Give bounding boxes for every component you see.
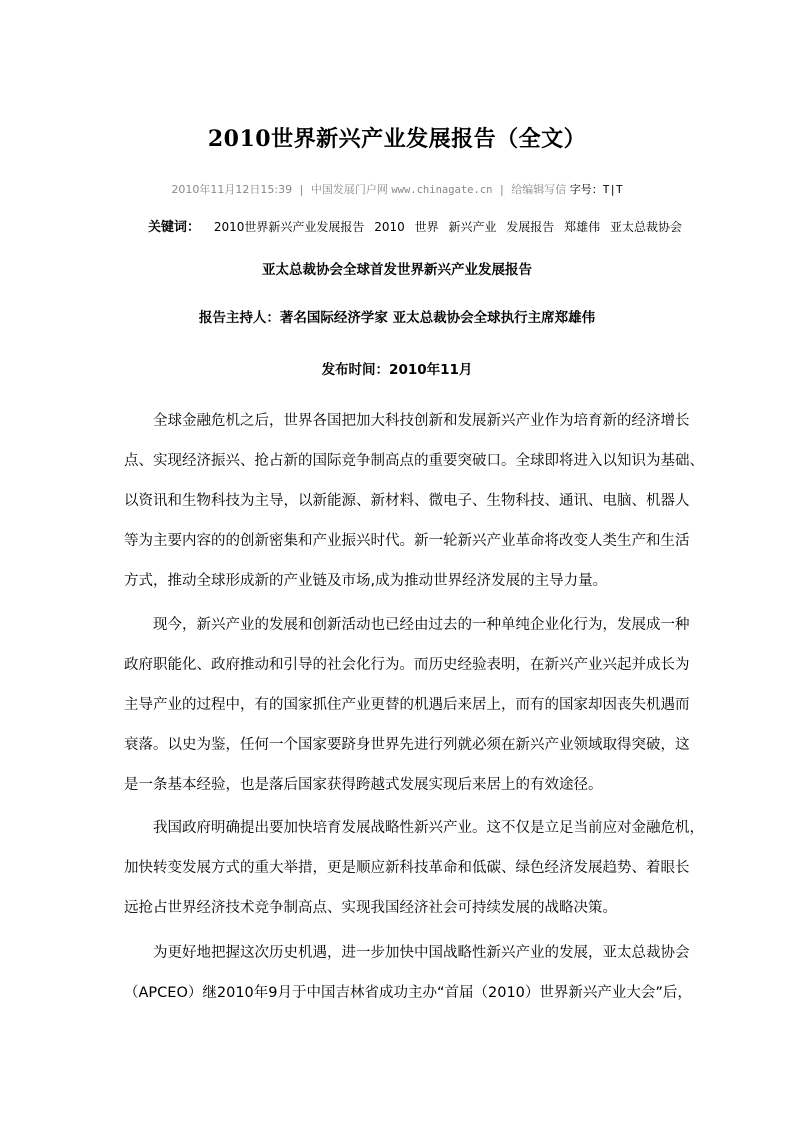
font-size-toggle[interactable]: T|T [602, 183, 623, 196]
keywords-label: 关键词： [148, 220, 201, 235]
keyword-link[interactable]: 新兴产业 [448, 220, 497, 234]
paragraph-line: 我国政府明确提出要加快培育发展战略性新兴产业。这不仅是立足当前应对金融危机， [124, 820, 704, 836]
paragraph-line: 全球金融危机之后，世界各国把加大科技创新和发展新兴产业作为培育新的经济增长 [124, 413, 690, 429]
report-heading: 亚太总裁协会全球首发世界新兴产业发展报告 [262, 262, 532, 278]
source-url[interactable]: www.chinagate.cn [391, 184, 493, 196]
feedback-link[interactable]: 给编辑写信 [511, 183, 567, 196]
paragraph-line: 为更好地把握这次历史机遇，进一步加快中国战略性新兴产业的发展，亚太总裁协会 [124, 945, 690, 961]
keyword-link[interactable]: 发展报告 [506, 220, 555, 234]
keywords-row [148, 216, 688, 235]
body-paragraph [124, 401, 704, 601]
paragraph-line: 衰落。以史为鉴，任何一个国家要跻身世界先进行列就必须在新兴产业领域取得突破，这 [124, 737, 690, 753]
meta-separator: | [499, 183, 504, 196]
font-size-label: 字号： [569, 183, 603, 196]
body-paragraph [124, 933, 692, 1013]
paragraph-line: 远抢占世界经济技术竞争制高点、实现我国经济社会可持续发展的战略决策。 [124, 900, 617, 916]
keyword-link[interactable]: 亚太总裁协会 [609, 220, 682, 234]
meta-separator: | [299, 183, 304, 196]
paragraph-line: 加快转变发展方式的重大举措，更是顺应新科技革命和低碳、绿色经济发展趋势、着眼长 [124, 860, 690, 876]
article-meta [0, 181, 794, 197]
paragraph-line: 等为主要内容的的创新密集和产业振兴时代。新一轮新兴产业革命将改变人类生产和生活 [124, 533, 690, 549]
release-date: 发布时间：2010年11月 [321, 362, 473, 378]
paragraph-line: 政府职能化、政府推动和引导的社会化行为。而历史经验表明，在新兴产业兴起并成长为 [124, 657, 690, 673]
paragraph-line: 主导产业的过程中，有的国家抓住产业更替的机遇后来居上，而有的国家却因丧失机遇而 [124, 697, 690, 713]
article-title: 2010世界新兴产业发展报告（全文） [207, 126, 587, 152]
body-paragraph [124, 605, 690, 805]
paragraph-line: 方式，推动全球形成新的产业链及市场,成为推动世界经济发展的主导力量。 [124, 573, 608, 589]
paragraph-line: 是一条基本经验，也是落后国家获得跨越式发展实现后来居上的有效途径。 [124, 777, 603, 793]
publish-datetime: 2010年11月12日15:39 [171, 183, 293, 196]
body-paragraph [124, 808, 704, 928]
paragraph-line: 以资讯和生物科技为主导，以新能源、新材料、微电子、生物科技、通讯、电脑、机器人 [124, 493, 690, 509]
keyword-link[interactable]: 郑雄伟 [564, 220, 601, 234]
paragraph-line: 现今，新兴产业的发展和创新活动也已经由过去的一种单纯企业化行为，发展成一种 [124, 617, 690, 633]
keyword-link[interactable]: 2010 [374, 220, 405, 234]
paragraph-line: （APCEO）继2010年9月于中国吉林省成功主办“首届（2010）世界新兴产业大会”后， [124, 985, 692, 1001]
paragraph-line: 点、实现经济振兴、抢占新的国际竞争制高点的重要突破口。全球即将进入以知识为基础、 [124, 453, 704, 469]
keyword-link[interactable]: 2010世界新兴产业发展报告 [213, 220, 365, 234]
keyword-link[interactable]: 世界 [414, 220, 439, 234]
report-host: 报告主持人：著名国际经济学家 亚太总裁协会全球执行主席郑雄伟 [198, 310, 596, 326]
source-link[interactable]: 中国发展门户网 [310, 183, 388, 196]
